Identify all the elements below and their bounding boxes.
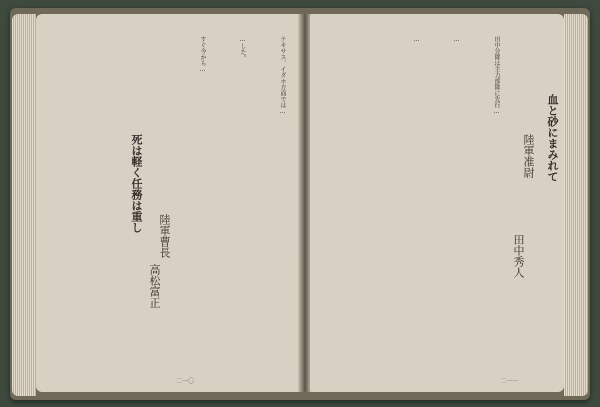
- left-body-text-1: テキサス、イダホ方面では…: [279, 36, 286, 115]
- left-author-name: 高松富正: [148, 264, 161, 308]
- book: [10, 8, 590, 400]
- left-body-text-2: …した。: [239, 36, 246, 61]
- right-page: [310, 14, 564, 392]
- right-author-rank: 陸軍准尉: [522, 134, 535, 178]
- left-body-text-3: すぐ今から…: [199, 36, 206, 73]
- right-author-name: 田中秀人: [512, 234, 525, 278]
- left-section-title: 死は軽く任務は重し: [130, 134, 143, 233]
- right-body-text-3: …: [413, 36, 420, 43]
- left-author-rank: 陸軍曹長: [158, 214, 171, 258]
- right-page-edges: [564, 14, 588, 396]
- right-page-number: 二一一: [500, 378, 519, 385]
- right-body-text-2: …: [453, 36, 460, 43]
- right-section-title: 血と砂にまみれて: [546, 94, 559, 182]
- left-page: [36, 14, 302, 392]
- left-page-number: 二一〇: [176, 378, 195, 385]
- right-body-text-1: 田中分隊は主力部隊に先行…: [493, 36, 500, 115]
- left-page-edges: [12, 14, 36, 396]
